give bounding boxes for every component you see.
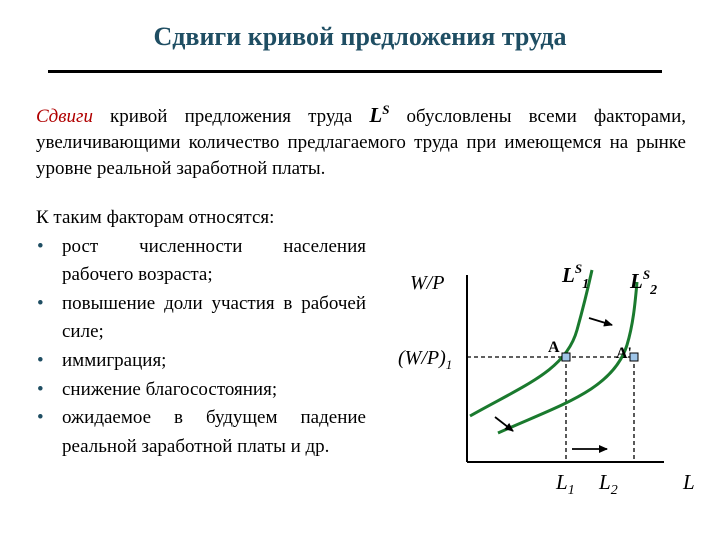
x-axis-label: L bbox=[683, 470, 695, 494]
y-axis-label: W/P bbox=[410, 272, 445, 294]
bullet-icon: • bbox=[37, 378, 44, 400]
intro-text-b: обусловлены всеми факторами, увеличивающими количество предлагаемого труда при имеющемся на рынке уровне реальной заработной платы. bbox=[36, 106, 686, 179]
curve-1-label: $L^S_1$ bbox=[562, 261, 590, 292]
list-item: • снижение благосостояния; bbox=[36, 376, 366, 405]
intro-curve-symbol: $L^S$ bbox=[369, 102, 390, 127]
bullet-icon: • bbox=[37, 292, 44, 314]
x-tick-l2: $L_2$ bbox=[599, 470, 618, 498]
supply-curve-1 bbox=[470, 270, 592, 416]
shift-arrow-upper bbox=[589, 318, 612, 325]
list-item: • повышение доли участия в рабочей силе; bbox=[36, 290, 366, 347]
bullet-icon: • bbox=[37, 407, 44, 429]
intro-text-a: кривой предложения труда bbox=[92, 106, 370, 127]
intro-curve-sup: S bbox=[382, 102, 390, 117]
list-item: • рост численности населения рабочего возраста; bbox=[36, 233, 366, 290]
x-tick-l1: $L_1$ bbox=[556, 470, 575, 498]
point-a-marker bbox=[562, 353, 570, 361]
wage-level-label: $(W/P)_1$ bbox=[398, 347, 453, 372]
intro-keyword: Сдвиги bbox=[36, 106, 93, 127]
factors-heading: К таким факторам относятся: bbox=[36, 207, 275, 228]
page-title: Сдвиги кривой предложения труда bbox=[153, 22, 567, 51]
point-a-label: A bbox=[548, 339, 560, 356]
point-a-prime-label: A' bbox=[616, 345, 632, 362]
list-item: • ожидаемое в будущем падение реальной заработной платы и др. bbox=[36, 404, 366, 461]
bullet-icon: • bbox=[37, 235, 44, 257]
list-item: • иммиграция; bbox=[36, 347, 366, 376]
curve-2-label: $L^S_2$ bbox=[630, 267, 658, 298]
bullet-icon: • bbox=[37, 349, 44, 371]
